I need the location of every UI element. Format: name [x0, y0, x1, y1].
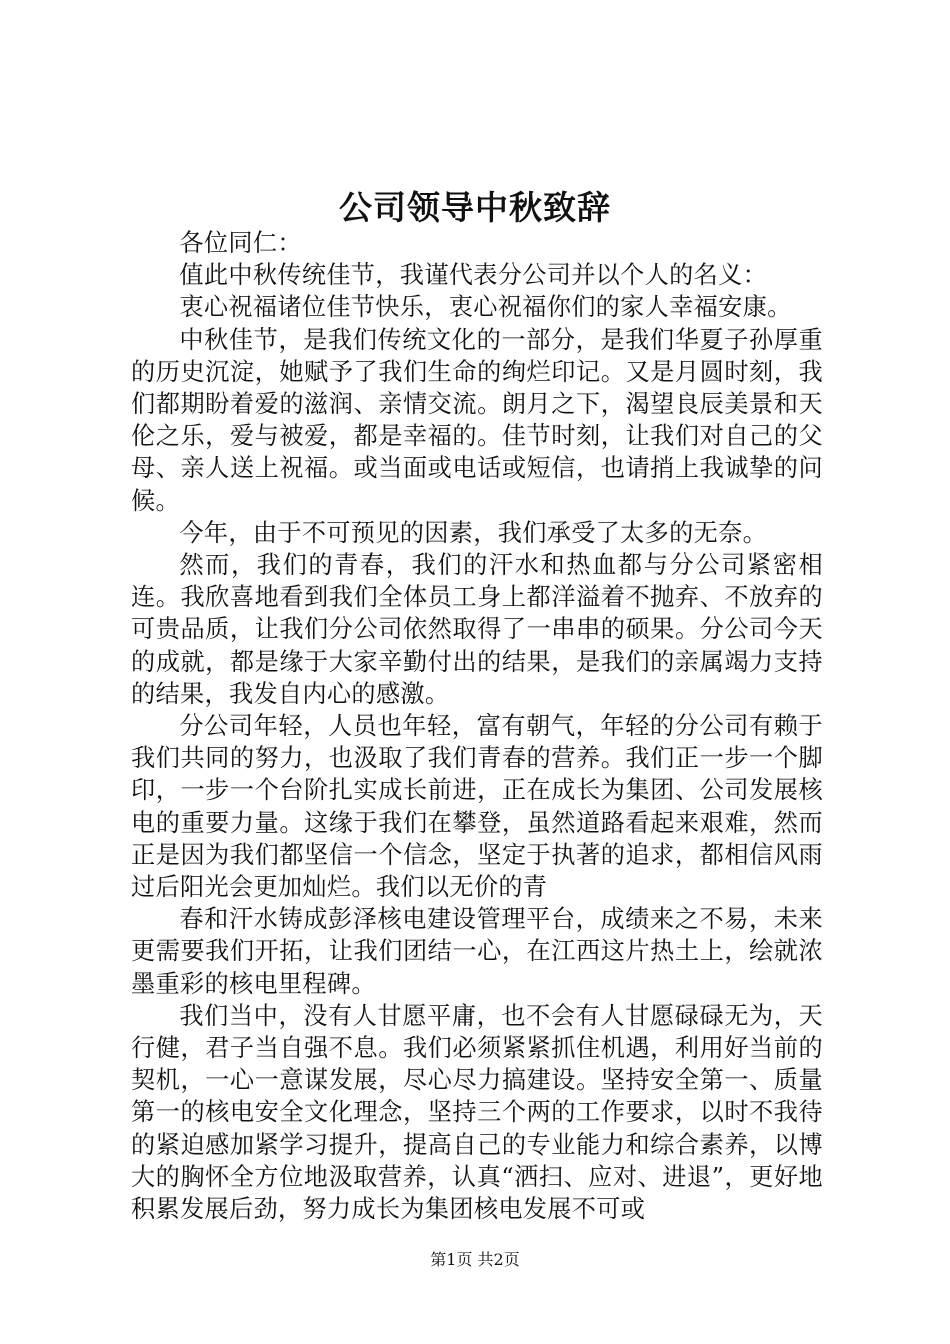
page-footer: 第1页 共2页 [430, 1250, 520, 1269]
paragraph: 分公司年轻，人员也年轻，富有朝气，年轻的分公司有赖于我们共同的努力，也汲取了我们青春的营养。我们正一步一个脚印，一步一个台阶扎实成长前进，正在成长为集团、公司发展核电的重要力量。这缘于我们在攀登，虽然道路看起来艰难，然而正是因为我们都坚信一个信念，坚定于执著的追求，都相信风雨过后阳光会更加灿烂。我们以无价的青 [131, 712, 823, 902]
document-title: 公司领导中秋致辞 [339, 188, 611, 227]
paragraph: 我们当中，没有人甘愿平庸，也不会有人甘愿碌碌无为，天行健，君子当自强不息。我们必须紧紧抓住机遇，利用好当前的契机，一心一意谋发展，尽心尽力搞建设。坚持安全第一、质量第一的核电安全文化理念，坚持三个两的工作要求，以时不我待的紧迫感加紧学习提升，提高自己的专业能力和综合素养，以博大的胸怀全方位地汲取营养，认真“洒扫、应对、进退”，更好地积累发展后劲，努力成长为集团核电发展不可或 [131, 1001, 823, 1224]
paragraph: 春和汗水铸成彭泽核电建设管理平台，成绩来之不易，未来更需要我们开拓，让我们团结一心，在江西这片热土上，绘就浓墨重彩的核电里程碑。 [131, 905, 823, 998]
document-body [131, 227, 823, 1225]
paragraph-salutation: 各位同仁： [179, 229, 302, 257]
paragraph: 今年，由于不可预见的因素，我们承受了太多的无奈。 [179, 518, 768, 547]
paragraph: 中秋佳节，是我们传统文化的一部分，是我们华夏子孙厚重的历史沉淀，她赋予了我们生命的绚烂印记。又是月圆时刻，我们都期盼着爱的滋润、亲情交流。朗月之下，渴望良辰美景和天伦之乐，爱与被爱，都是幸福的。佳节时刻，让我们对自己的父母、亲人送上祝福。或当面或电话或短信，也请捎上我诚挚的问候。 [131, 325, 823, 515]
paragraph: 然而，我们的青春，我们的汗水和热血都与分公司紧密相连。我欣喜地看到我们全体员工身上都洋溢着不抛弃、不放弃的可贵品质，让我们分公司依然取得了一串串的硕果。分公司今天的成就，都是缘于大家辛勤付出的结果，是我们的亲属竭力支持的结果，我发自内心的感激。 [131, 551, 823, 708]
paragraph: 值此中秋传统佳节，我谨代表分公司并以个人的名义： [179, 261, 768, 290]
paragraph: 衷心祝福诸位佳节快乐，衷心祝福你们的家人幸福安康。 [179, 293, 792, 322]
